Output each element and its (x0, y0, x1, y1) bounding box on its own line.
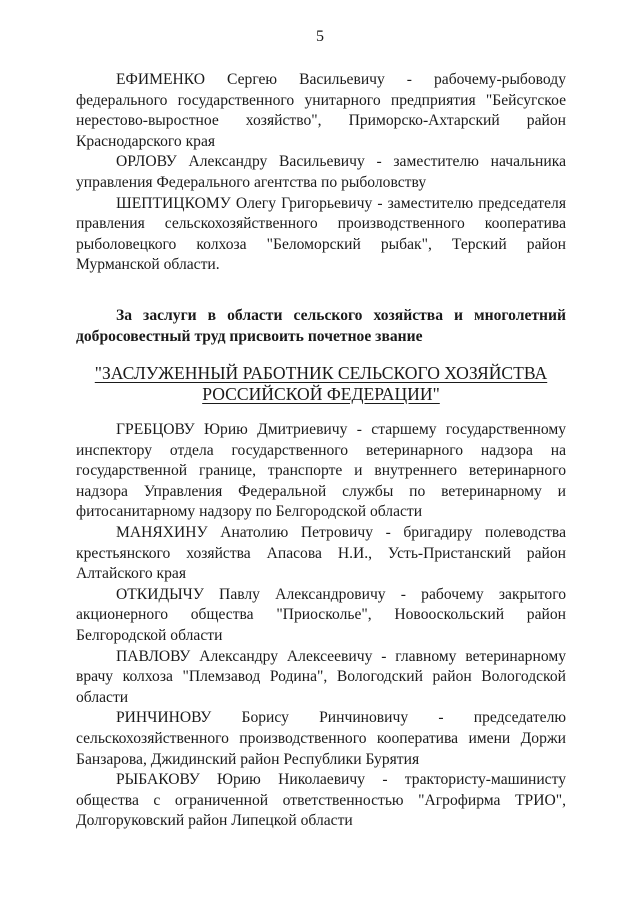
award-entry-manyakhin: МАНЯХИНУ Анатолию Петровичу - бригадиру полеводства крестьянского хозяйства Апасова Н.И., Усть-Пристанский район Алтайского края (76, 523, 566, 583)
award-entry-efimenko: ЕФИМЕНКО Сергею Васильевичу - рабочему-рыбоводу федерального государственного унитарного предприятия "Бейсугское нерестово-выростное хозяйство", Приморско-Ахтарский район Краснодарского края (76, 71, 566, 150)
award-list-1 (76, 70, 566, 276)
award-intro (76, 306, 566, 347)
award-entry-rinchinov: РИНЧИНОВУ Борису Ринчиновичу - председателю сельскохозяйственного производственного кооператива имени Доржи Банзарова, Джидинский район Республики Бурятия (76, 709, 566, 768)
award-entry-pavlov: ПАВЛОВУ Александру Алексеевичу - главному ветеринарному врачу колхоза "Племзавод Родина", Вологодский район Вологодской области (76, 647, 566, 706)
award-entry-grebtsov: ГРЕБЦОВУ Юрию Дмитриевичу - старшему государственному инспектору отдела государственного ветеринарного надзора на государственной границе, транспорте и внутреннего ветеринарного надзора Управления Федеральной службы по ветеринарному и фитосанитарному надзору по Белгородской области (76, 421, 566, 521)
honorary-title (76, 363, 566, 405)
award-entry-orlov: ОРЛОВУ Александру Васильевичу - заместителю начальника управления Федерального агентства по рыболовству (76, 153, 566, 191)
honorary-title-line-2: РОССИЙСКОЙ ФЕДЕРАЦИИ" (202, 384, 440, 404)
award-entry-otkidych: ОТКИДЫЧУ Павлу Александровичу - рабочему закрытого акционерного общества "Приосколье", Новооскольский район Белгородской области (76, 585, 566, 644)
award-entry-rybakov: РЫБАКОВУ Юрию Николаевичу - трактористу-машинисту общества с ограниченной ответственностью "Агрофирма ТРИО", Долгоруковский район Липецкой области (76, 771, 566, 830)
award-entry-sheptitsky: ШЕПТИЦКОМУ Олегу Григорьевичу - заместителю председателя правления сельскохозяйственного производственного кооператива рыболовецкого колхоза "Беломорский рыбак", Терский район Мурманской области. (76, 194, 566, 274)
page-number: 5 (316, 28, 324, 45)
honorary-title-line-1: "ЗАСЛУЖЕННЫЙ РАБОТНИК СЕЛЬСКОГО ХОЗЯЙСТВА (94, 363, 548, 383)
award-intro-text: За заслуги в области сельского хозяйства и многолетний добросовестный труд присвоить почетное звание (76, 307, 566, 345)
award-list-2 (76, 420, 566, 832)
